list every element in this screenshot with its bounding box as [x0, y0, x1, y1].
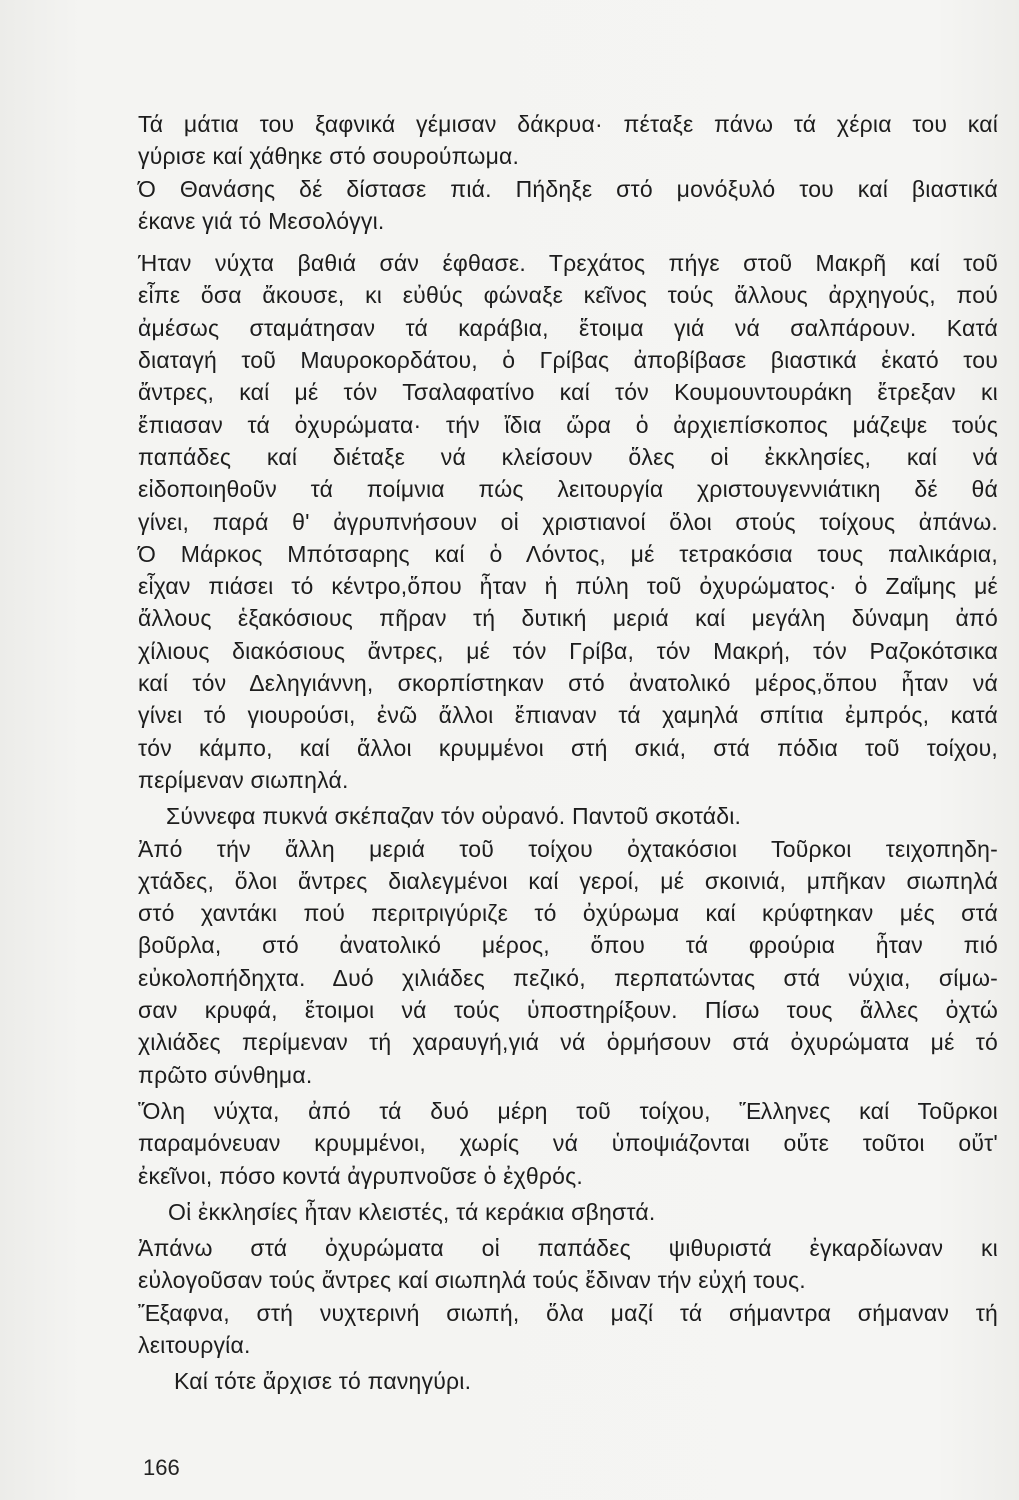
text-line: Ό Θανάσης δέ δίστασε πιά. Πήδηξε στό μονόξυλό του καί βιαστικά — [138, 175, 998, 202]
text-line: χιλιάδες περίμεναν τή χαραυγή,γιά νά ὁρμήσουν στά ὀχυρώματα μέ τό — [138, 1029, 998, 1056]
text-line: γίνει, παρά θ' ἀγρυπνήσουν οἱ χριστιανοί ὅλοι στούς τοίχους ἀπάνω. — [138, 508, 998, 535]
text-line: λειτουργία. — [138, 1331, 251, 1358]
text-line: σαν κρυφά, ἕτοιμοι νά τούς ὑποστηρίξουν. Πίσω τους ἄλλες ὀχτώ — [138, 997, 998, 1024]
text-line: παραμόνευαν κρυμμένοι, χωρίς νά ὑποψιάζονται οὔτε τοῦτοι οὔτ' — [138, 1130, 998, 1157]
text-line: εἶχαν πιάσει τό κέντρο,ὅπου ἦταν ἡ πύλη τοῦ ὀχυρώματος· ὁ Ζαΐμης μέ — [138, 573, 998, 600]
text-line: βοῦρλα, στό ἀνατολικό μέρος, ὅπου τά φρούρια ἦταν πιό — [138, 932, 998, 959]
body-text — [138, 108, 998, 1398]
text-line: ἄντρες, καί μέ τόν Τσαλαφατίνο καί τόν Κουμουντουράκη ἔτρεξαν κι — [138, 379, 998, 406]
text-line: πρῶτο σύνθημα. — [138, 1061, 313, 1088]
text-line: χίλιους διακόσιους ἄντρες, μέ τόν Γρίβα, τόν Μακρή, τόν Ραζοκότσικα — [138, 637, 998, 664]
text-line: παπάδες καί διέταξε νά κλείσουν ὅλες οἱ ἐκκλησίες, καί νά — [138, 443, 998, 470]
text-line: Καί τότε ἄρχισε τό πανηγύρι. — [174, 1368, 472, 1395]
text-line: έκανε γιά τό Μεσολόγγι. — [138, 207, 385, 234]
text-line: καί τόν Δεληγιάννη, σκορπίστηκαν στό ἀνατολικό μέρος,ὅπου ἦταν νά — [138, 670, 998, 697]
text-line: Ἔξαφνα, στή νυχτερινή σιωπή, ὅλα μαζί τά σήμαντρα σήμαναν τή — [138, 1299, 998, 1326]
text-line: εἶπε ὅσα ἄκουσε, κι εὐθύς φώναξε κεῖνος τούς ἄλλους ἀρχηγούς, πού — [138, 282, 998, 309]
text-line: ἐκεῖνοι, πόσο κοντά ἀγρυπνοῦσε ὁ ἐχθρός. — [138, 1162, 583, 1189]
text-line: Ήταν νύχτα βαθιά σάν έφθασε. Τρεχάτος πήγε στοῦ Μακρῆ καί τοῦ — [138, 250, 998, 277]
text-line: Ὅλη νύχτα, ἀπό τά δυό μέρη τοῦ τοίχου, Ἕλληνες καί Τοῦρκοι — [138, 1097, 998, 1124]
text-line: γύρισε καί χάθηκε στό σουρούπωμα. — [138, 143, 520, 170]
text-line: εἰδοποιηθοῦν τά ποίμνια πώς λειτουργία χριστουγεννιάτικη δέ θά — [138, 476, 998, 503]
text-line: περίμεναν σιωπηλά. — [138, 766, 349, 793]
text-line: Σύννεφα πυκνά σκέπαζαν τόν οὐρανό. Παντοῦ σκοτάδι. — [166, 803, 742, 830]
text-line: γίνει τό γιουρούσι, ἐνῶ ἄλλοι ἔπιαναν τά χαμηλά σπίτια ἐμπρός, κατά — [138, 702, 998, 729]
text-line: στό χαντάκι πού περιτριγύριζε τό ὀχύρωμα καί κρύφτηκαν μές στά — [138, 900, 998, 927]
text-line: Ἀπό τήν ἄλλη μεριά τοῦ τοίχου ὀχτακόσιοι Τοῦρκοι τειχοπηδη- — [138, 835, 998, 862]
text-line: τόν κάμπο, καί ἄλλοι κρυμμένοι στή σκιά, στά πόδια τοῦ τοίχου, — [138, 734, 998, 761]
text-line: Ό Μάρκος Μπότσαρης καί ὁ Λόντος, μέ τετρακόσια τους παλικάρια, — [138, 540, 998, 567]
text-line: ἄλλους ἑξακόσιους πῆραν τή δυτική μεριά καί μεγάλη δύναμη ἀπό — [138, 605, 998, 632]
text-line: χτάδες, ὅλοι ἄντρες διαλεγμένοι καί γεροί, μέ σκοινιά, μπῆκαν σιωπηλά — [138, 867, 998, 894]
text-line: ἀμέσως σταμάτησαν τά καράβια, ἕτοιμα γιά νά σαλπάρουν. Κατά — [138, 314, 998, 341]
text-line: εὐλογοῦσαν τούς ἄντρες καί σιωπηλά τούς ἔδιναν τήν εὐχή τους. — [138, 1267, 806, 1294]
text-line: ἔπιασαν τά ὀχυρώματα· τήν ἴδια ὥρα ὁ ἀρχιεπίσκοπος μάζεψε τούς — [138, 411, 998, 438]
text-line: Ἀπάνω στά ὀχυρώματα οἱ παπάδες ψιθυριστά ἐγκαρδίωναν κι — [138, 1235, 998, 1262]
text-line: διαταγή τοῦ Μαυροκορδάτου, ὁ Γρίβας ἀποβίβασε βιαστικά ἑκατό του — [138, 347, 998, 374]
text-line: Οἱ ἐκκλησίες ἦταν κλειστές, τά κεράκια σβηστά. — [168, 1198, 656, 1225]
text-line: Τά μάτια του ξαφνικά γέμισαν δάκρυα· πέταξε πάνω τά χέρια του καί — [138, 111, 998, 137]
page-number: 166 — [143, 1455, 180, 1480]
text-line: εὐκολοπήδηχτα. Δυό χιλιάδες πεζικό, περπατώντας στά νύχια, σίμω- — [138, 964, 998, 991]
